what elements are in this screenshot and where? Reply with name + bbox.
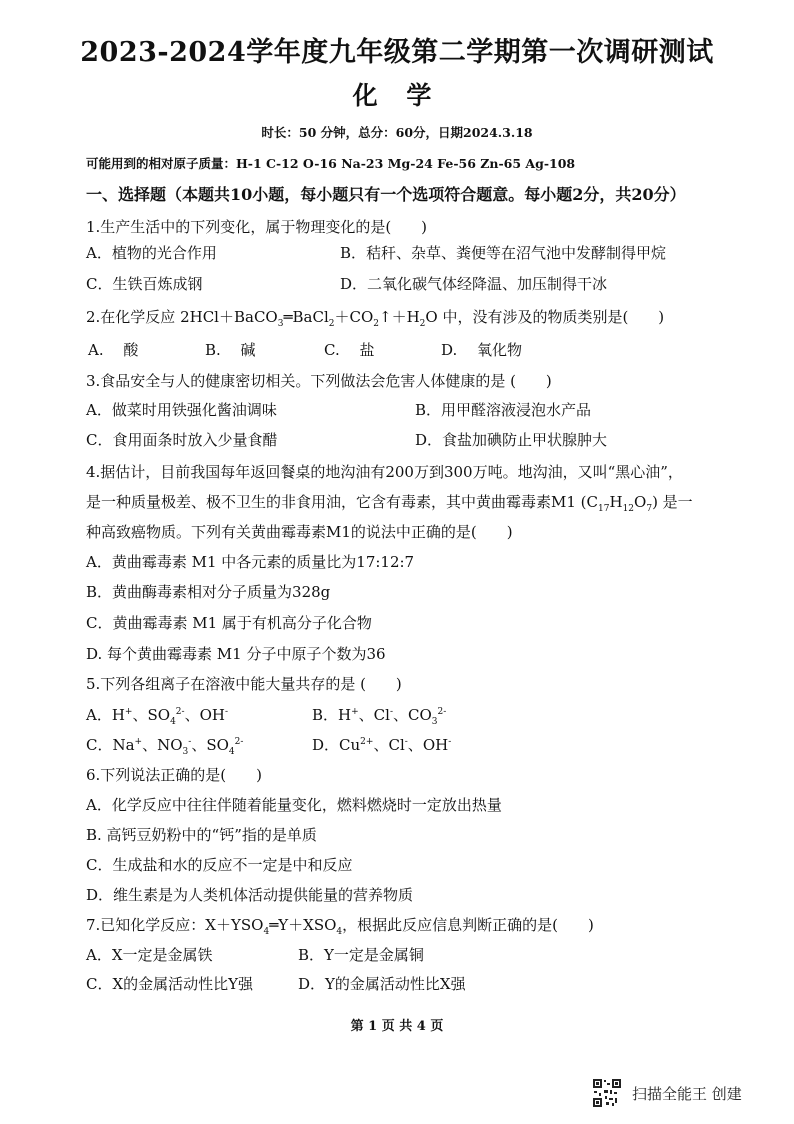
question-3-option-b: B．用甲醛溶液浸泡水产品: [415, 401, 592, 419]
question-3-option-c: C．食用面条时放入少量食醋: [86, 431, 278, 449]
question-2-option-b: B. 碱: [205, 341, 256, 359]
page-footer: 第 1 页 共 4 页: [350, 1019, 444, 1034]
question-4-stem-line-1: 4.据估计，目前我国每年返回餐桌的地沟油有200万到300万吨。地沟油，又叫“黑心油”，: [86, 463, 683, 481]
question-4-stem-line-2: 是一种质量极差、极不卫生的非食用油，它含有毒素，其中黄曲霉毒素M1 $(C_{17}H_{12}O_7)$ 是一: [86, 493, 693, 514]
question-7-option-a: A．X一定是金属铁: [86, 946, 213, 964]
question-2-option-a: A. 酸: [88, 341, 139, 359]
question-1-option-b: B．秸秆、杂草、粪便等在沼气池中发酵制得甲烷: [340, 244, 667, 262]
question-5-option-c: C．Na+、$NO_3^-$、$SO_4^{2-}$: [86, 736, 244, 757]
question-3-option-a: A．做菜时用铁强化酱油调味: [86, 401, 277, 419]
question-4-option-a: A．黄曲霉毒素 M1 中各元素的质量比为17:12:7: [86, 553, 415, 571]
question-7-option-b: B．Y一定是金属铜: [298, 946, 424, 964]
scanner-app-credit: 扫描全能王 创建: [632, 1084, 742, 1103]
question-7-option-d: D．Y的金属活动性比X强: [298, 975, 466, 993]
question-5-option-d: D．$Cu^{2+}$、Cl-、OH-: [312, 736, 452, 754]
question-2-option-d: D. 氧化物: [441, 341, 523, 359]
question-6-option-c: C．生成盐和水的反应不一定是中和反应: [86, 856, 353, 874]
question-5-option-a: A．H+、$SO_4^{2-}$、OH-: [86, 706, 229, 727]
subject-title: 化 学: [352, 81, 442, 110]
question-5-option-b: B．H+、Cl-、$CO_3^{2-}$: [312, 706, 447, 727]
question-6-option-b: B. 高钙豆奶粉中的“钙”指的是单质: [86, 826, 317, 844]
question-1-option-c: C．生铁百炼成钢: [86, 275, 203, 293]
question-6-option-a: A．化学反应中往往伴随着能量变化，燃料燃烧时一定放出热量: [86, 796, 502, 814]
question-3-option-d: D．食盐加碘防止甲状腺肿大: [415, 431, 608, 449]
question-4-option-c: C．黄曲霉毒素 M1 属于有机高分子化合物: [86, 614, 372, 632]
question-1-stem: 1.生产生活中的下列变化，属于物理变化的是( ): [86, 218, 428, 236]
exam-meta: 时长：50 分钟，总分：60分，日期2024.3.18: [261, 125, 533, 140]
scanner-watermark: [592, 1076, 742, 1110]
question-4-stem-line-3: 种高致癌物质。下列有关黄曲霉毒素M1的说法中正确的是( ): [86, 523, 513, 541]
relative-atomic-masses: 可能用到的相对原子质量：H-1 C-12 O-16 Na-23 Mg-24 Fe-56 Zn-65 Ag-108: [86, 156, 576, 171]
exam-title: 2023-2024学年度九年级第二学期第一次调研测试: [80, 37, 714, 68]
question-7-stem: 7.已知化学反应：$X+YSO_4═Y+XSO_4$，根据此反应信息判断正确的是( ): [86, 916, 594, 937]
question-7-option-c: C．X的金属活动性比Y强: [86, 975, 254, 993]
question-4-option-d: D. 每个黄曲霉毒素 M1 分子中原子个数为36: [86, 645, 386, 663]
question-1-option-a: A．植物的光合作用: [86, 244, 217, 262]
qr-code-icon: [592, 1078, 622, 1108]
question-5-stem: 5.下列各组离子在溶液中能大量共存的是 ( ): [86, 675, 402, 693]
section-heading: 一、选择题（本题共10小题，每小题只有一个选项符合题意。每小题2分，共20分）: [86, 185, 686, 204]
question-2-option-c: C. 盐: [324, 341, 375, 359]
question-2-stem: 2.在化学反应 $2HCl+BaCO_3═BaCl_2+CO_2↑+H_2O$ 中，没有涉及的物质类别是( ): [86, 308, 665, 329]
question-3-stem: 3.食品安全与人的健康密切相关。下列做法会危害人体健康的是 ( ): [86, 372, 552, 390]
question-6-option-d: D．维生素是为人类机体活动提供能量的营养物质: [86, 886, 414, 904]
question-4-option-b: B．黄曲酶毒素相对分子质量为328g: [86, 583, 331, 601]
question-6-stem: 6.下列说法正确的是( ): [86, 766, 263, 784]
question-1-option-d: D．二氧化碳气体经降温、加压制得干冰: [340, 275, 608, 293]
